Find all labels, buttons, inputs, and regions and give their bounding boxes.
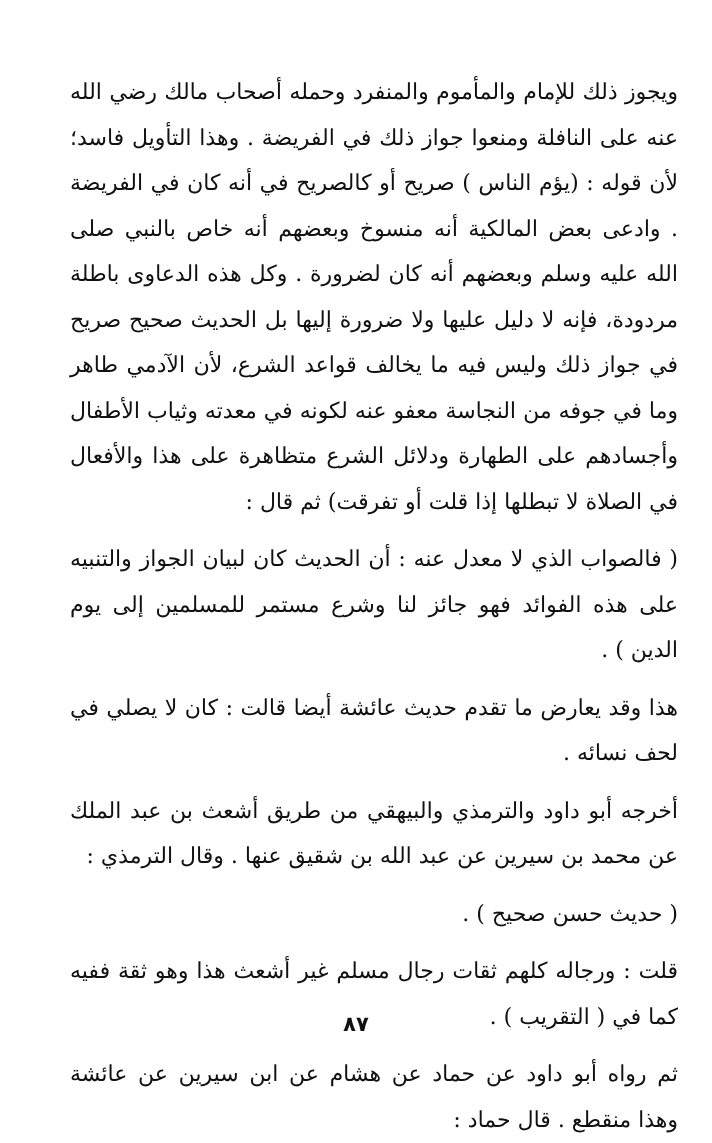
paragraph-4: أخرجه أبو داود والترمذي والبيهقي من طريق أشعث بن عبد الملك عن محمد بن سيرين عن عبد الله بن شقيق عنها . وقال الترمذي : bbox=[70, 798, 678, 869]
paragraph-5: ( حديث حسن صحيح ) . bbox=[462, 901, 678, 927]
paragraph-1: ويجوز ذلك للإمام والمأموم والمنفرد وحمله أصحاب مالك رضي الله عنه على النافلة ومنعوا جواز ذلك في الفريضة . وهذا التأويل فاسد؛ لأن قوله : (يؤم الناس ) صريح أو كالصريح في أنه كان في الفريضة . وادعى بعض المالكية أنه منسوخ وبعضهم أنه خاص بالنبي صلى الله عليه وسلم وبعضهم أنه كان لضرورة . وكل هذه الدعاوى باطلة مردودة، فإنه لا دليل عليها ولا ضرورة إليها بل الحديث صحيح صريح في جواز ذلك وليس فيه ما يخالف قواعد الشرع، لأن الآدمي طاهر وما في جوفه من النجاسة معفو عنه لكونه في معدته وثياب الأطفال وأجسادهم على الطهارة ودلائل الشرع متظاهرة على هذا والأفعال في الصلاة لا تبطلها إذا قلت أو تفرقت) ثم قال : bbox=[70, 80, 678, 515]
paragraph-2: ( فالصواب الذي لا معدل عنه : أن الحديث كان لبيان الجواز والتنبيه على هذه الفوائد فهو جائز لنا وشرع مستمر للمسلمين إلى يوم الدين ) . bbox=[70, 547, 678, 663]
paragraph-7: ثم رواه أبو داود عن حماد عن هشام عن ابن سيرين عن عائشة وهذا منقطع . قال حماد : bbox=[70, 1062, 678, 1133]
paragraph-3: هذا وقد يعارض ما تقدم حديث عائشة أيضا قالت : كان لا يصلي في لحف نسائه . bbox=[70, 695, 678, 766]
page-number: ٨٧ bbox=[343, 1012, 369, 1036]
paragraph-6: قلت : ورجاله كلهم ثقات رجال مسلم غير أشعث هذا وهو ثقة ففيه كما في ( التقريب ) . bbox=[70, 959, 678, 1030]
document-page bbox=[70, 70, 678, 1133]
